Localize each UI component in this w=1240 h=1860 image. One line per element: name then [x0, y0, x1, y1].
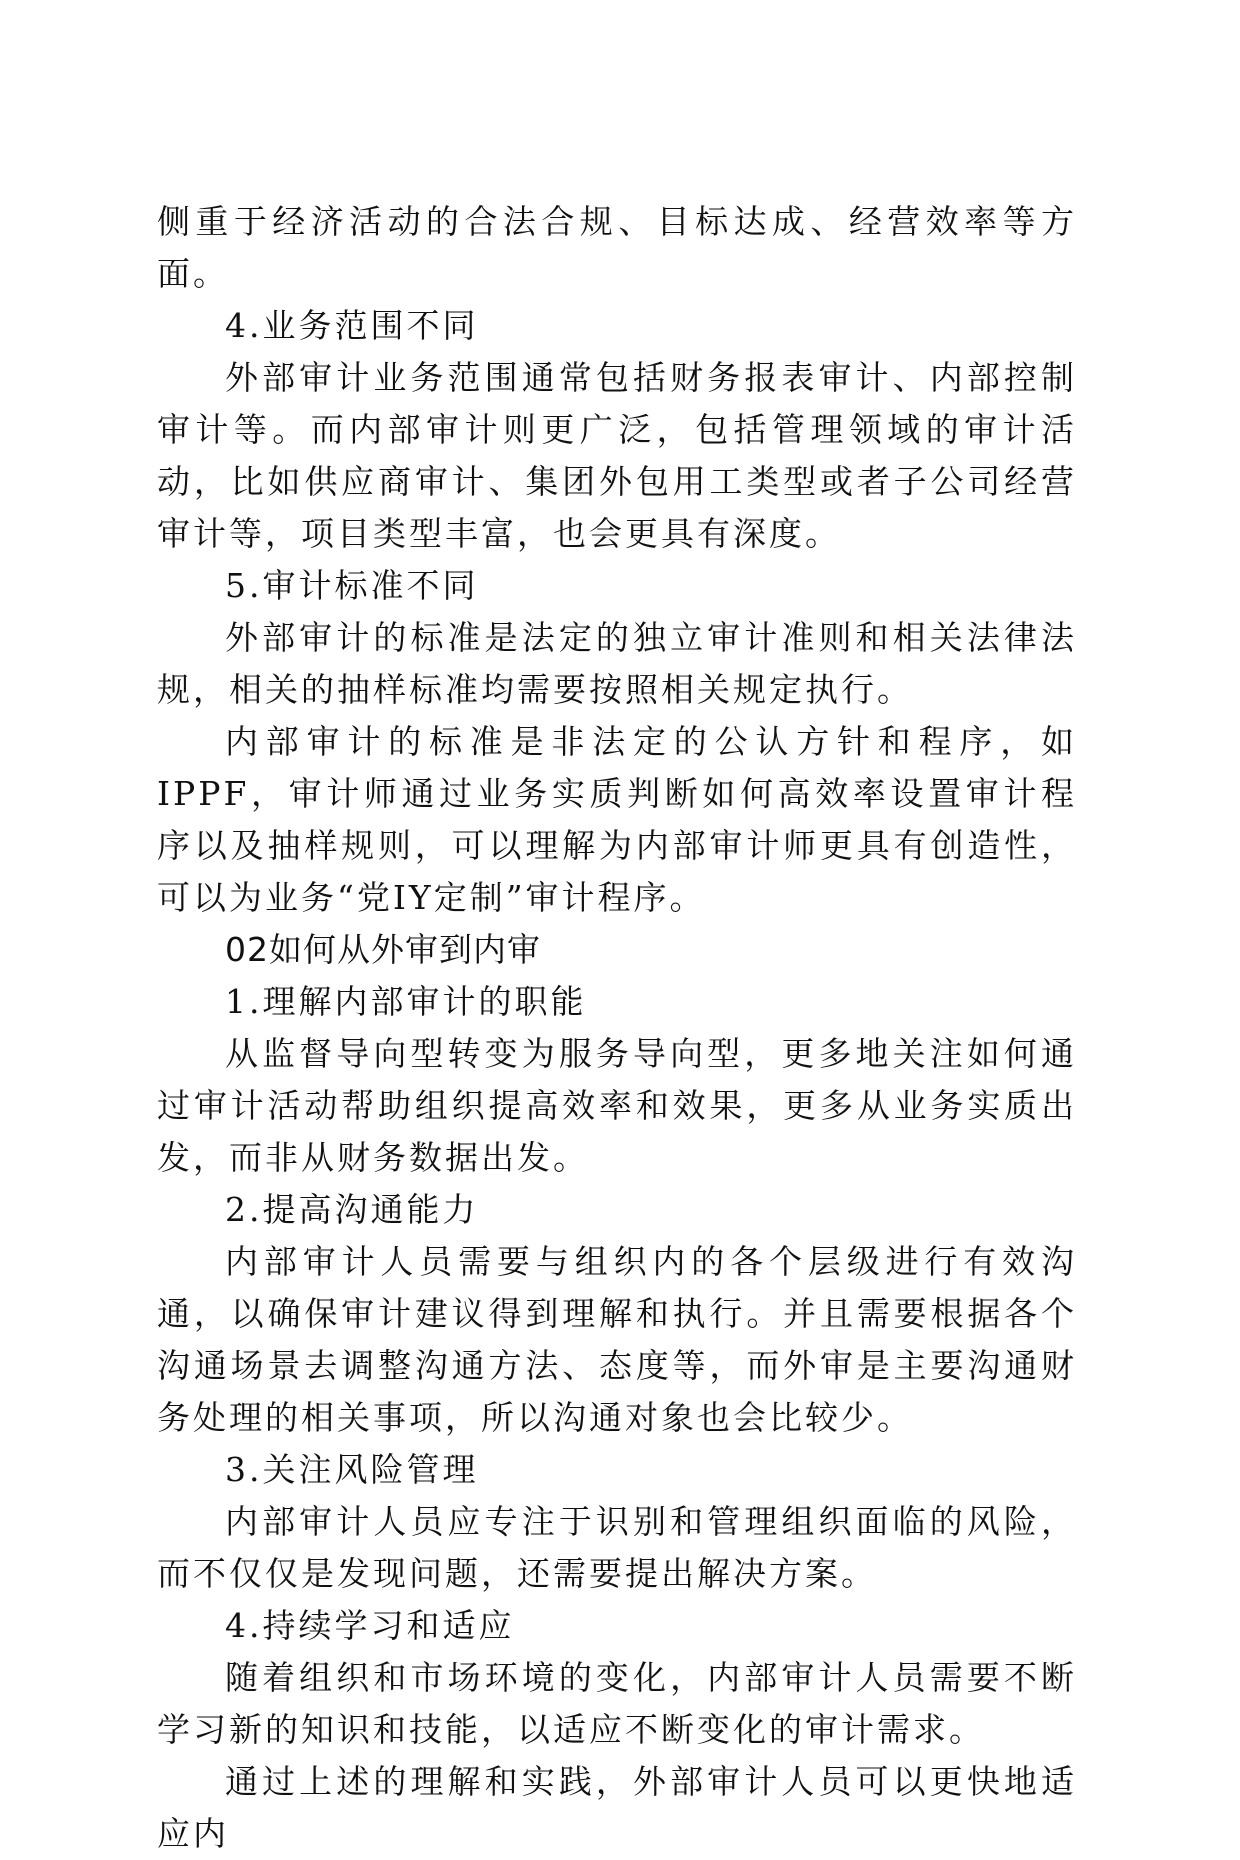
paragraph-business-scope: 外部审计业务范围通常包括财务报表审计、内部控制审计等。而内部审计则更广泛，包括管理领域的审计活动，比如供应商审计、集团外包用工类型或者子公司经营审计等，项目类型丰富，也会更具有深度。: [157, 358, 1077, 553]
paragraph-continuous-learning: 随着组织和市场环境的变化，内部审计人员需要不断学习新的知识和技能，以适应不断变化的审计需求。: [157, 1658, 1077, 1749]
subheading-continuous-learning: 4.持续学习和适应: [225, 1606, 515, 1645]
subheading-understand-function: 1.理解内部审计的职能: [225, 982, 587, 1021]
paragraph-internal-standards: 内部审计的标准是非法定的公认方针和程序，如IPPF，审计师通过业务实质判断如何高效率设置审计程序以及抽样规则，可以理解为内部审计师更具有创造性，可以为业务“党IY定制”审计程序。: [157, 722, 1077, 917]
subheading-risk-management: 3.关注风险管理: [225, 1450, 479, 1489]
paragraph-external-standards: 外部审计的标准是法定的独立审计准则和相关法律法规，相关的抽样标准均需要按照相关规定执行。: [157, 618, 1077, 709]
subheading-business-scope: 4.业务范围不同: [225, 306, 479, 345]
paragraph-communication: 内部审计人员需要与组织内的各个层级进行有效沟通，以确保审计建议得到理解和执行。并且需要根据各个沟通场景去调整沟通方法、态度等，而外审是主要沟通财务处理的相关事项，所以沟通对象也会比较少。: [157, 1242, 1077, 1437]
paragraph-understand-function: 从监督导向型转变为服务导向型，更多地关注如何通过审计活动帮助组织提高效率和效果，更多从业务实质出发，而非从财务数据出发。: [157, 1034, 1077, 1177]
document-body: [157, 196, 1077, 1860]
subheading-communication: 2.提高沟通能力: [225, 1190, 479, 1229]
subheading-audit-standards: 5.审计标准不同: [225, 566, 479, 605]
section-heading-external-to-internal: 02如何从外审到内审: [225, 930, 541, 969]
paragraph-conclusion: 通过上述的理解和实践，外部审计人员可以更快地适应内: [157, 1762, 1077, 1853]
paragraph-continuation: 侧重于经济活动的合法合规、目标达成、经营效率等方面。: [157, 202, 1077, 293]
paragraph-risk-management: 内部审计人员应专注于识别和管理组织面临的风险，而不仅仅是发现问题，还需要提出解决方案。: [157, 1502, 1077, 1593]
